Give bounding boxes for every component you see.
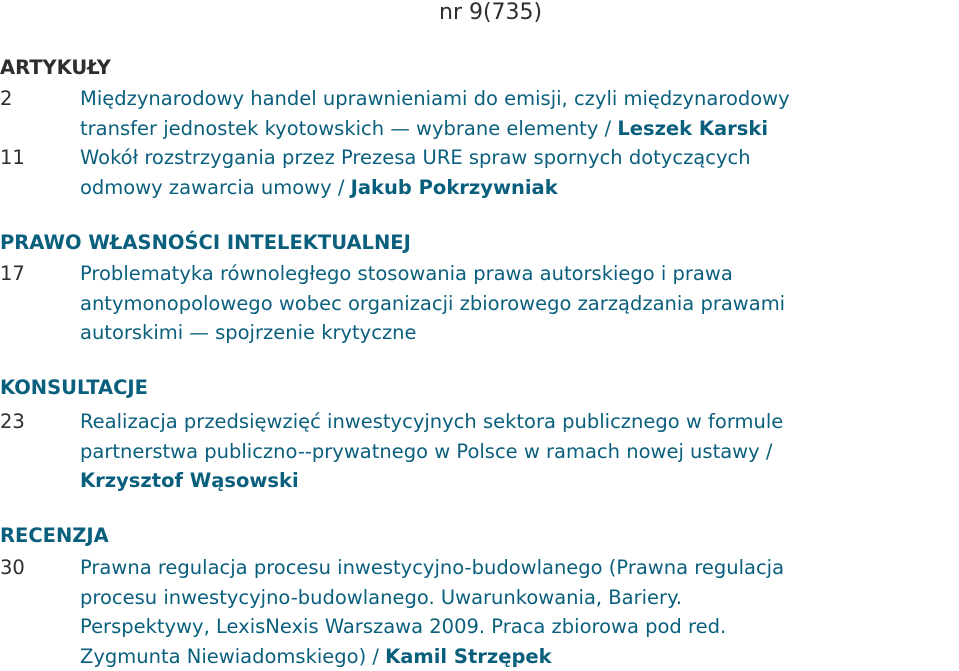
article-title[interactable] <box>80 553 959 671</box>
article-author: Leszek Karski <box>617 117 768 140</box>
article-title[interactable] <box>80 84 959 143</box>
title-line: antymonopolowego wobec organizacji zbiorowego zarządzania prawami <box>80 289 959 319</box>
article-entry[interactable] <box>0 84 959 144</box>
title-line <box>80 642 959 671</box>
article-page-number: 11 <box>0 143 25 173</box>
title-line: Wokół rozstrzygania przez Prezesa URE spraw spornych dotyczących <box>80 143 959 173</box>
section-heading-artykuly: ARTYKUŁY <box>0 56 111 80</box>
section-heading-prawo-wlasnosci: PRAWO WŁASNOŚCI INTELEKTUALNEJ <box>0 231 411 255</box>
article-title[interactable] <box>80 407 959 496</box>
section-heading-konsultacje: KONSULTACJE <box>0 376 148 400</box>
title-line-text: transfer jednostek kyotowskich — wybrane elementy / <box>80 117 617 140</box>
article-page-number: 2 <box>0 84 12 114</box>
article-title[interactable] <box>80 259 959 348</box>
article-page-number: 30 <box>0 553 25 583</box>
title-line: Międzynarodowy handel uprawnieniami do emisji, czyli międzynarodowy <box>80 84 959 114</box>
article-page-number: 23 <box>0 407 25 437</box>
title-line: autorskimi — spojrzenie krytyczne <box>80 318 959 348</box>
title-line-text: Zygmunta Niewiadomskiego) / <box>80 645 385 668</box>
article-page-number: 17 <box>0 259 25 289</box>
title-line: procesu inwestycyjno-budowlanego. Uwarunkowania, Bariery. <box>80 583 959 613</box>
article-entry[interactable] <box>0 407 959 497</box>
title-line: Prawna regulacja procesu inwestycyjno-budowlanego (Prawna regulacja <box>80 553 959 583</box>
article-title[interactable] <box>80 143 959 202</box>
title-line <box>80 114 959 144</box>
title-line: Problematyka równoległego stosowania prawa autorskiego i prawa <box>80 259 959 289</box>
section-heading-recenzja: RECENZJA <box>0 524 109 548</box>
article-author: Jakub Pokrzywniak <box>351 176 558 199</box>
article-author: Krzysztof Wąsowski <box>80 466 959 496</box>
issue-number: nr 9(735) <box>439 0 542 26</box>
article-author: Kamil Strzępek <box>385 645 551 668</box>
title-line: partnerstwa publiczno--prywatnego w Polsce w ramach nowej ustawy / <box>80 437 959 467</box>
title-line: Realizacja przedsięwzięć inwestycyjnych sektora publicznego w formule <box>80 407 959 437</box>
title-line <box>80 173 959 203</box>
article-entry[interactable] <box>0 259 959 349</box>
article-entry[interactable] <box>0 553 959 669</box>
title-line: Perspektywy, LexisNexis Warszawa 2009. Praca zbiorowa pod red. <box>80 612 959 642</box>
title-line-text: odmowy zawarcia umowy / <box>80 176 351 199</box>
article-entry[interactable] <box>0 143 959 203</box>
